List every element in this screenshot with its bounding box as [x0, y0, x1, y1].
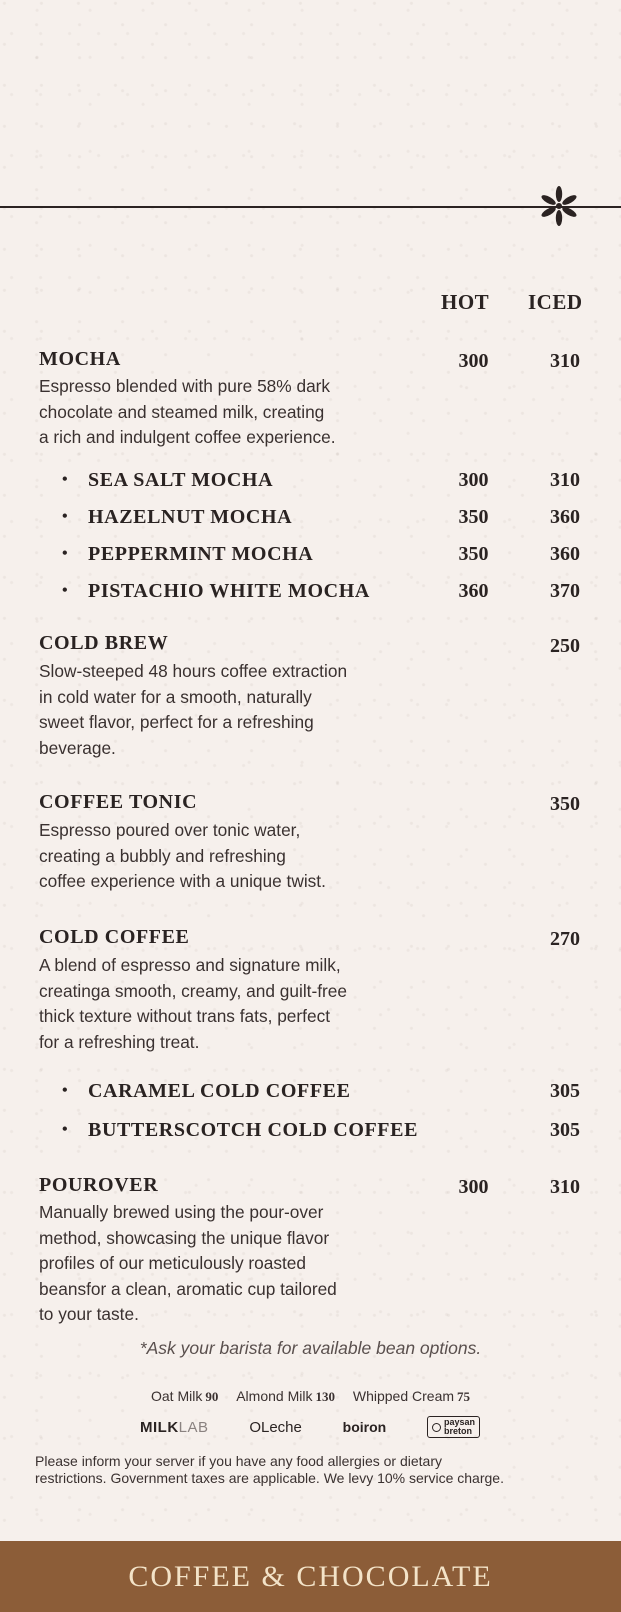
item-description-coffee-tonic: Espresso poured over tonic water, creating a bubbly and refreshing coffee experience with a unique twist. [39, 820, 326, 891]
bullet-icon: • [62, 508, 69, 525]
column-header-hot: HOT [441, 290, 490, 314]
price-hot-peppermint-mocha: 350 [458, 543, 489, 565]
variant-sea-salt-mocha: • SEA SALT MOCHA [62, 469, 274, 491]
price-hot-sea-salt-mocha: 300 [458, 469, 489, 491]
price-iced-coffee-tonic: 350 [550, 793, 580, 815]
footer-banner [0, 1541, 621, 1612]
item-description-cold-brew: Slow-steeped 48 hours coffee extraction in cold water for a smooth, naturally sweet flavor, perfect for a refreshing beverage. [39, 661, 348, 758]
price-iced-sea-salt-mocha: 310 [550, 469, 580, 491]
item-name-coffee-tonic: COFFEE TONIC [39, 791, 198, 813]
price-hot-pistachio-white-mocha: 360 [458, 580, 489, 602]
bullet-icon: • [62, 1121, 69, 1138]
price-hot-mocha: 300 [458, 350, 489, 372]
bean-options-note: *Ask your barista for available bean options. [139, 1338, 482, 1358]
item-name-pourover: POUROVER [39, 1174, 159, 1196]
price-hot-pourover: 300 [458, 1176, 489, 1198]
milklab-logo: MILKLAB [140, 1418, 209, 1436]
price-iced-hazelnut-mocha: 360 [550, 506, 580, 528]
column-header-iced: ICED [528, 290, 583, 314]
addon-oat-milk: Oat Milk 90 [150, 1388, 219, 1404]
boiron-logo: boiron [342, 1419, 387, 1435]
price-iced-caramel-cold-coffee: 305 [550, 1080, 580, 1102]
price-iced-pistachio-white-mocha: 370 [550, 580, 580, 602]
item-description-pourover: Manually brewed using the pour-over method, showcasing the unique flavor profiles of our meticulously roasted beansfor a clean, aromatic cup tailored to your taste. [39, 1202, 337, 1324]
price-iced-pourover: 310 [550, 1176, 580, 1198]
bullet-icon: • [62, 545, 69, 562]
variant-butterscotch-cold-coffee: • BUTTERSCOTCH COLD COFFEE [62, 1119, 419, 1141]
item-name-cold-brew: COLD BREW [39, 632, 169, 654]
header-divider-line [0, 206, 621, 208]
bullet-icon: • [62, 1082, 69, 1099]
price-iced-cold-brew: 250 [550, 635, 580, 657]
price-hot-hazelnut-mocha: 350 [458, 506, 489, 528]
paysan-breton-emblem-icon [432, 1423, 441, 1432]
variant-hazelnut-mocha: • HAZELNUT MOCHA [62, 506, 293, 528]
price-iced-cold-coffee: 270 [550, 928, 580, 950]
addon-whipped-cream: Whipped Cream 75 [352, 1388, 471, 1404]
price-iced-butterscotch-cold-coffee: 305 [550, 1119, 580, 1141]
addons-row [0, 1388, 621, 1405]
price-iced-mocha: 310 [550, 350, 580, 372]
paysan-breton-logo: paysan breton [427, 1416, 480, 1438]
item-description-mocha: Espresso blended with pure 58% dark chocolate and steamed milk, creating a rich and indulgent coffee experience. [39, 376, 336, 447]
item-name-cold-coffee: COLD COFFEE [39, 926, 190, 948]
bullet-icon: • [62, 582, 69, 599]
allergy-disclaimer: Please inform your server if you have any food allergies or dietary restrictions. Government taxes are applicable. We levy 10% service charge. [35, 1453, 504, 1486]
variant-pistachio-white-mocha: • PISTACHIO WHITE MOCHA [62, 580, 370, 602]
item-name-mocha: MOCHA [39, 348, 121, 370]
footer-title: COFFEE & CHOCOLATE [128, 1559, 493, 1593]
bullet-icon: • [62, 471, 69, 488]
addon-almond-milk: Almond Milk 130 [236, 1388, 335, 1404]
price-iced-peppermint-mocha: 360 [550, 543, 580, 565]
oleche-logo: OLeche [249, 1418, 302, 1436]
variant-peppermint-mocha: • PEPPERMINT MOCHA [62, 543, 314, 565]
item-description-cold-coffee: A blend of espresso and signature milk, creatinga smooth, creamy, and guilt-free thick texture without trans fats, perfect for a refreshing treat. [39, 955, 348, 1052]
partner-logos [140, 1413, 480, 1441]
variant-caramel-cold-coffee: • CARAMEL COLD COFFEE [62, 1080, 351, 1102]
flower-ornament-icon [537, 184, 581, 228]
